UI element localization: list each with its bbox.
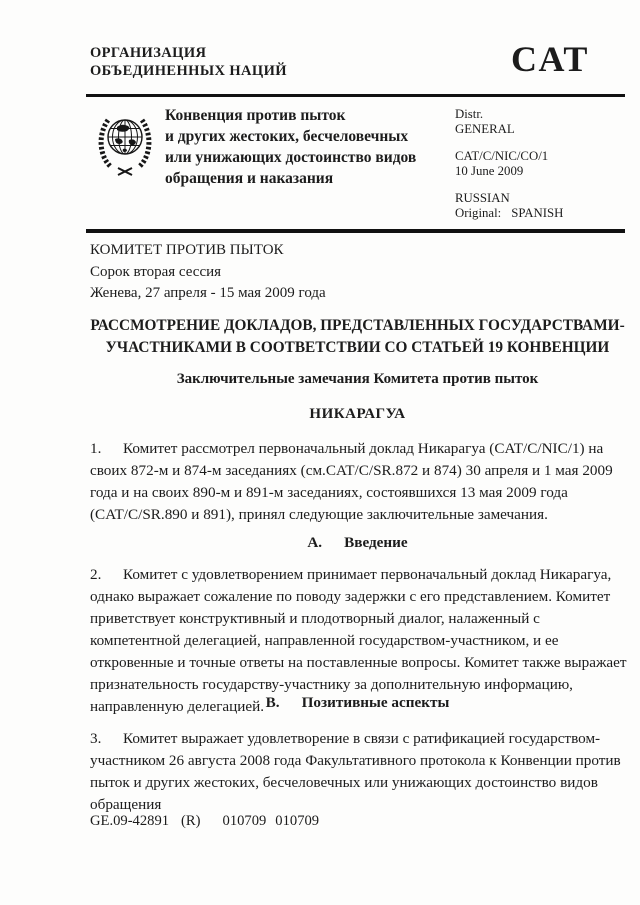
series-symbol: CAT [511,39,589,79]
org-name [90,44,287,80]
footer-ge-symbol: GE.09-42891 [90,813,170,829]
spacer [455,136,563,149]
un-emblem-icon [93,109,157,183]
session-block [90,240,326,305]
footer-code-1: 010709 [222,813,267,829]
footer-code-2: 010709 [275,813,320,829]
original-value: SPANISH [511,205,564,220]
paragraph-3-text: Комитет выражает удовлетворение в связи с ратификацией государством-участником 26 августа 2008 года Факультативного протокола к Конвенции против пыток и других жестоких, бесчеловечных или унижающих достоинство видов обращения [90,730,621,813]
footer [90,813,319,830]
paragraph-2-number: 2. [90,566,102,583]
org-name-line1: ОРГАНИЗАЦИЯ [90,45,207,61]
spacer [455,178,563,191]
report-title-line2: УЧАСТНИКАМИ В СООТВЕТСТВИИ СО СТАТЬЕЙ 19 КОНВЕНЦИИ [105,339,610,356]
distr-value: GENERAL [455,121,515,136]
org-name-line2: ОБЪЕДИНЕННЫХ НАЦИЙ [90,63,287,79]
document-symbol: CAT/C/NIC/CO/1 [455,149,549,163]
report-title-line1: РАССМОТРЕНИЕ ДОКЛАДОВ, ПРЕДСТАВЛЕННЫХ ГОСУДАРСТВАМИ- [90,317,625,334]
original-language-row [455,206,563,221]
committee-name: КОМИТЕТ ПРОТИВ ПЫТОК [90,242,284,258]
section-a-heading [90,534,625,552]
paragraph-3 [90,728,627,816]
section-b-title: Позитивные аспекты [301,694,450,711]
convention-title-line2: и других жестоких, бесчеловечных [165,128,409,145]
convention-title-line3: или унижающих достоинство видов [165,149,417,166]
original-label: Original: [455,205,502,220]
convention-title-line1: Конвенция против пыток [165,107,346,124]
report-subtitle: Заключительные замечания Комитета против пыток [176,371,539,387]
paragraph-1-text: Комитет рассмотрел первоначальный доклад Никарагуа (CAT/C/NIC/1) на своих 872-м и 874-м заседаниях (см.CAT/C/SR.872 и 874) 30 апреля и 1 мая 2009 года и на своих 890-м и 891-м заседаниях, состоявшихся 13 мая 2009 года (CAT/C/SR.890 и 891), принял следующие заключительные замечания. [90,440,613,523]
convention-title [165,105,465,189]
masthead-rule [86,229,625,233]
document-language: RUSSIAN [455,191,510,205]
paragraph-1-number: 1. [90,440,102,457]
country-heading: НИКАРАГУА [309,406,406,422]
session-name: Сорок вторая сессия [90,263,222,280]
paragraph-2-text: Комитет с удовлетворением принимает первоначальный доклад Никарагуа, однако выражает сожаление по поводу задержки с его представлением. Комитет приветствует конструктивный и плодотворный диалог, налаженный с компетентной делегацией, направленной государством-участником, и ее откровенные и точные ответы на поставленные вопросы. Комитет также выражает признательность государству-участнику за дополнительную информацию, направленную делегацией. [90,566,627,715]
paragraph-1 [90,438,627,526]
session-location-dates: Женева, 27 апреля - 15 мая 2009 года [90,285,326,301]
section-a-title: Введение [344,534,408,551]
distr-label: Distr. [455,107,484,121]
section-b-letter: B. [265,694,280,711]
document-date: 10 June 2009 [455,163,524,178]
report-title [90,315,625,359]
convention-title-line4: обращения и наказания [165,170,334,187]
section-a-letter: A. [307,534,323,551]
document-info [455,107,563,220]
footer-language-code: (R) [181,813,201,829]
section-b-heading [90,694,625,712]
paragraph-3-number: 3. [90,730,102,747]
header-rule [86,94,625,97]
